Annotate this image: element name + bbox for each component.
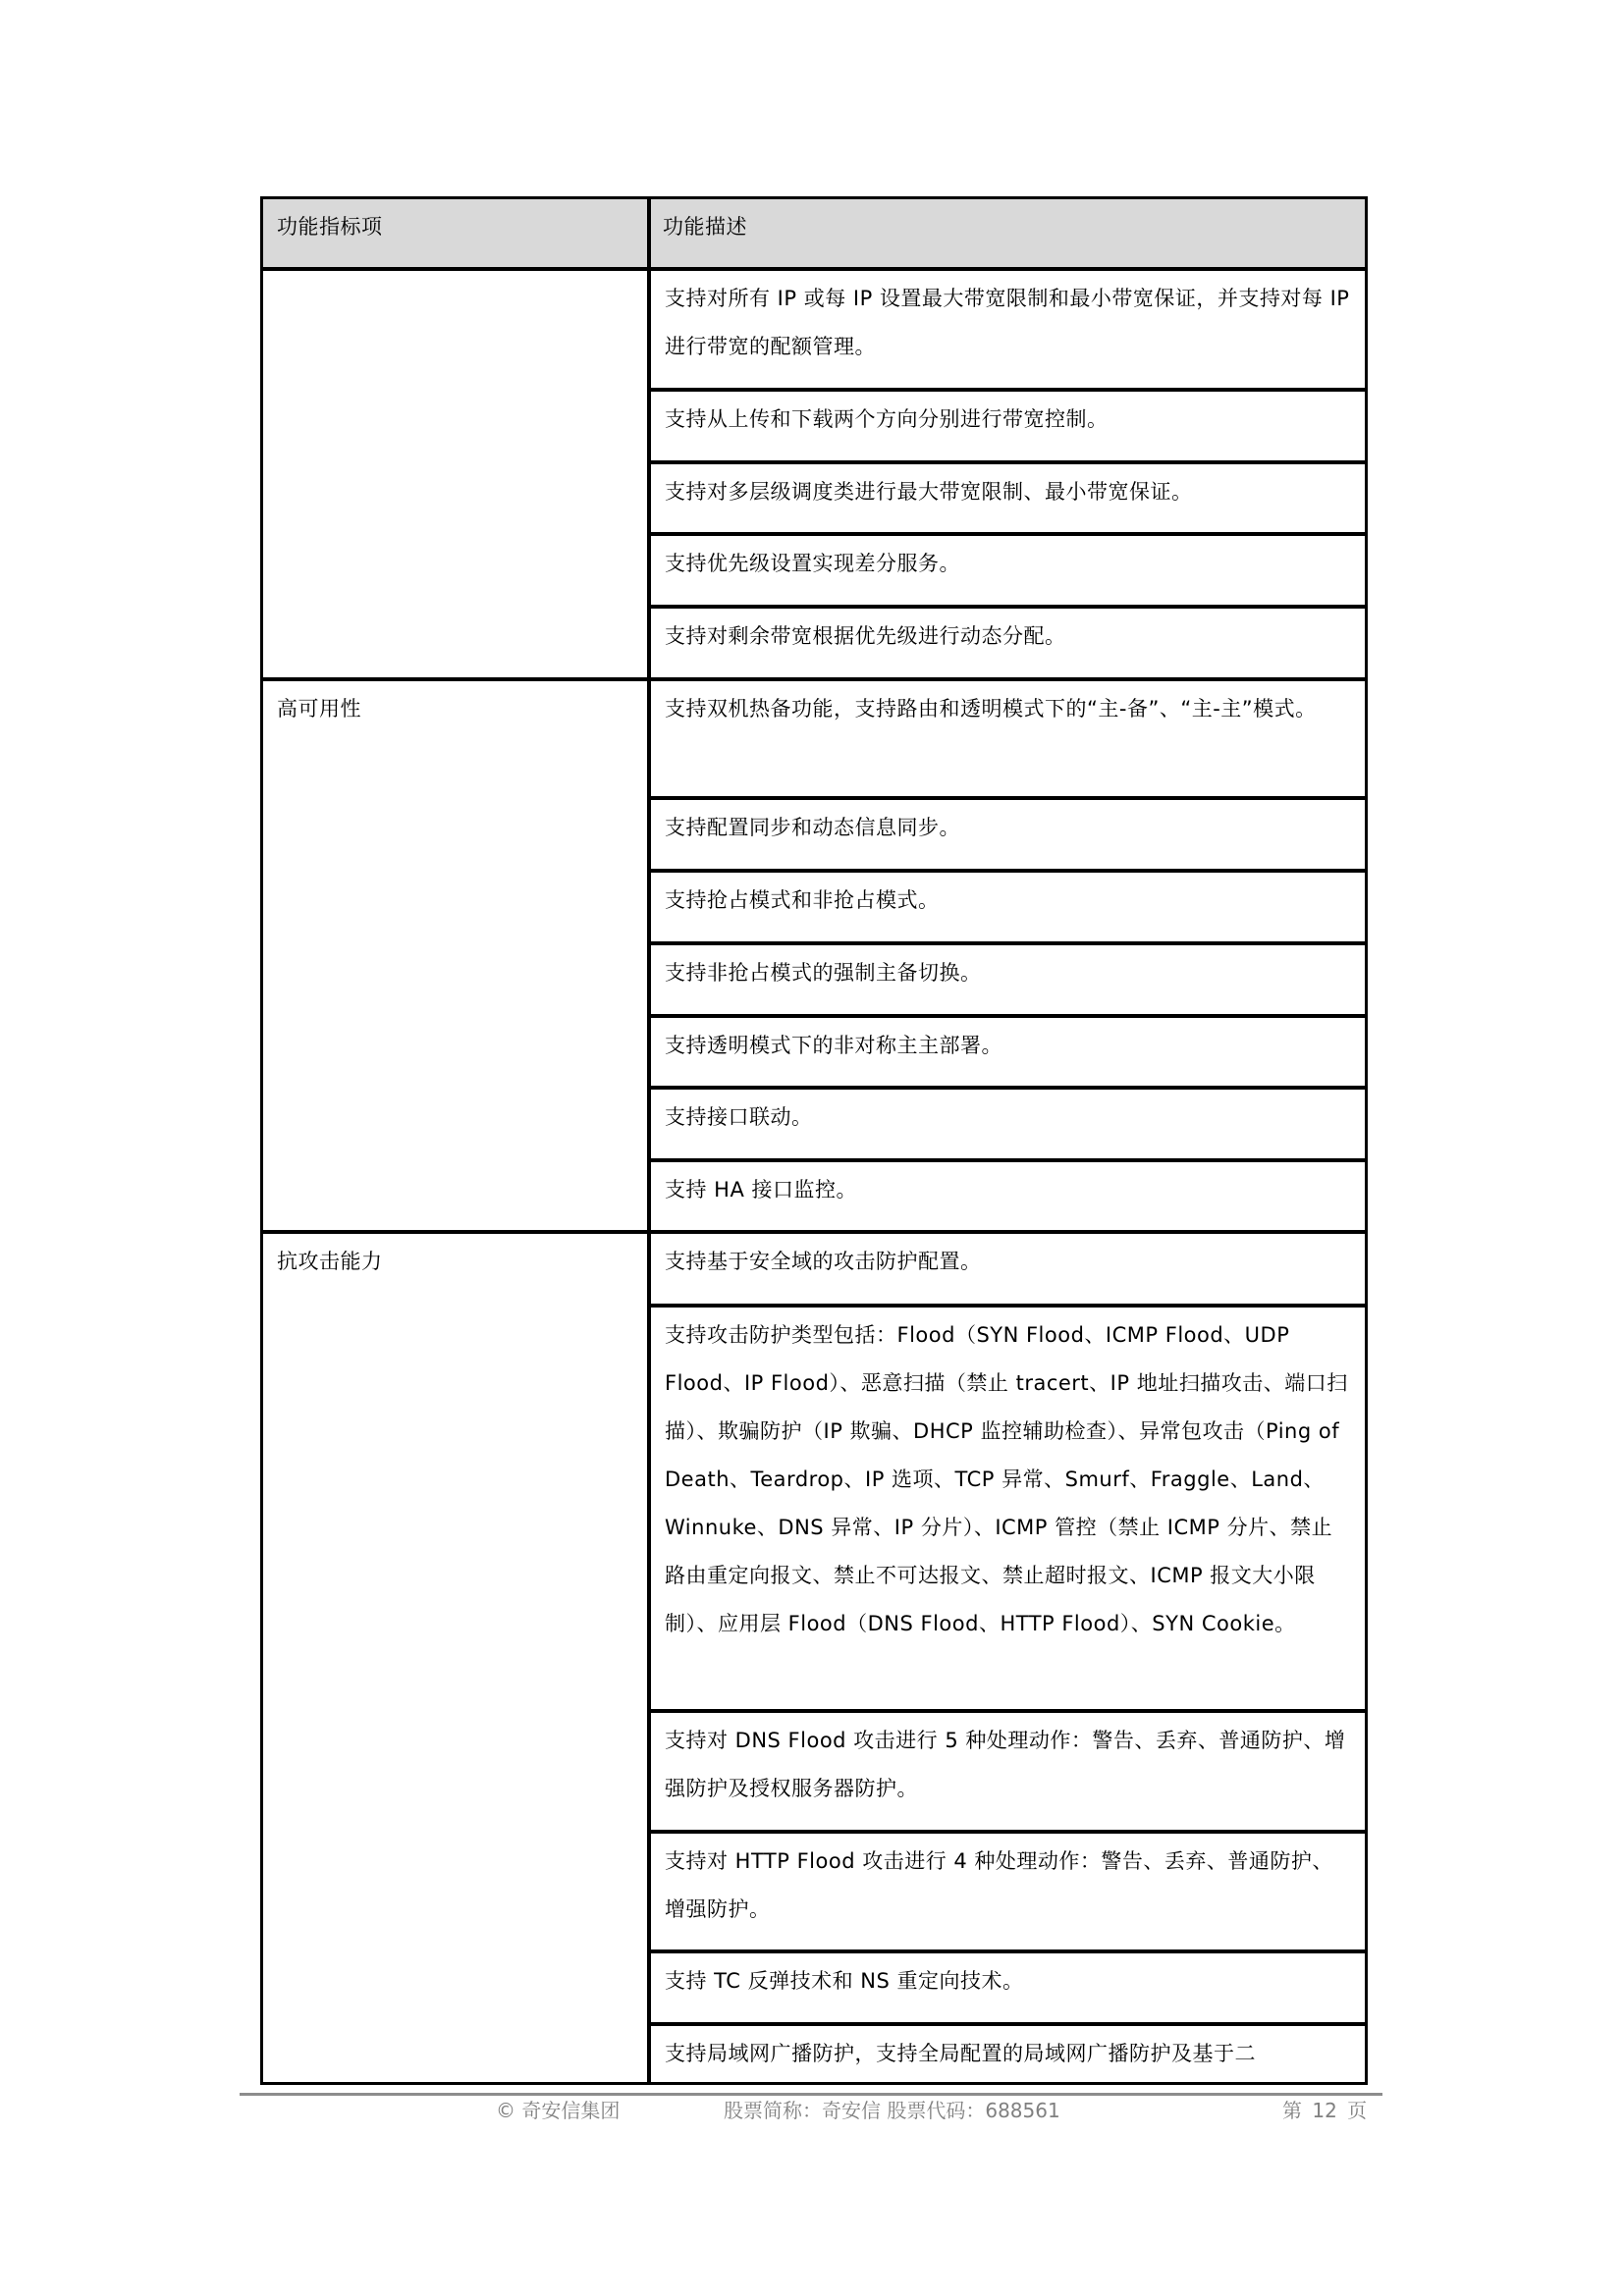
- table-row-description: 支持透明模式下的非对称主主部署。: [665, 1034, 1002, 1057]
- table-row-description: 支持接口联动。: [665, 1105, 813, 1129]
- table-row-description: 支持配置同步和动态信息同步。: [665, 816, 960, 839]
- group-name-cell: 抗攻击能力: [277, 1250, 383, 1273]
- table-row-description: 支持对 DNS Flood 攻击进行 5 种处理动作：警告、丢弃、普通防护、增强防护及授权服务器防护。: [665, 1729, 1346, 1800]
- table-row-description: 支持非抢占模式的强制主备切换。: [665, 961, 982, 985]
- feature-table: [260, 196, 1368, 2085]
- footer-stock-info: 股票简称：奇安信 股票代码：688561: [724, 2099, 1060, 2122]
- footer-divider: [240, 2093, 1382, 2096]
- table-row-description: 支持从上传和下载两个方向分别进行带宽控制。: [665, 407, 1109, 431]
- table-row-description: 支持 HA 接口监控。: [665, 1178, 858, 1201]
- table-row-description: 支持双机热备功能，支持路由和透明模式下的“主-备”、“主-主”模式。: [665, 697, 1317, 721]
- table-row-description: 支持 TC 反弹技术和 NS 重定向技术。: [665, 1969, 1024, 1993]
- table-row-description: 支持对 HTTP Flood 攻击进行 4 种处理动作：警告、丢弃、普通防护、增强防护。: [665, 1849, 1333, 1921]
- group-name-cell: 高可用性: [277, 697, 361, 721]
- header-feature-description: 功能描述: [649, 199, 1365, 269]
- table-row-description: 支持局域网广播防护，支持全局配置的局域网广播防护及基于二: [665, 2042, 1256, 2065]
- header-feature-item: 功能指标项: [263, 199, 649, 269]
- table-row-description: 支持基于安全域的攻击防护配置。: [665, 1250, 982, 1273]
- footer-copyright: © 奇安信集团: [496, 2099, 621, 2122]
- table-row-description: 支持对多层级调度类进行最大带宽限制、最小带宽保证。: [665, 480, 1193, 504]
- table-row-description: 支持对所有 IP 或每 IP 设置最大带宽限制和最小带宽保证，并支持对每 IP 进行带宽的配额管理。: [665, 287, 1350, 358]
- table-row-description: 支持优先级设置实现差分服务。: [665, 552, 960, 575]
- table-row-description: 支持抢占模式和非抢占模式。: [665, 888, 940, 912]
- table-row-description: 支持攻击防护类型包括：Flood（SYN Flood、ICMP Flood、UDP Flood、IP Flood）、恶意扫描（禁止 tracert、IP 地址扫描攻击、端口扫描）、欺骗防护（IP 欺骗、DHCP 监控辅助检查）、异常包攻击（Ping of Death、Teardrop、IP 选项、TCP 异常、Smurf、Fraggle、Land、Winnuke、DNS 异常、IP 分片）、ICMP 管控（禁止 ICMP 分片、禁止路由重定向报文、禁止不可达报文、禁止超时报文、ICMP 报文大小限制）、应用层 Flood（DNS Flood、HTTP Flood）、SYN Cookie。: [665, 1323, 1348, 1635]
- group-name-cell: [263, 271, 645, 677]
- footer-page-number: 第 12 页: [1282, 2099, 1368, 2122]
- table-row-description: 支持对剩余带宽根据优先级进行动态分配。: [665, 624, 1066, 648]
